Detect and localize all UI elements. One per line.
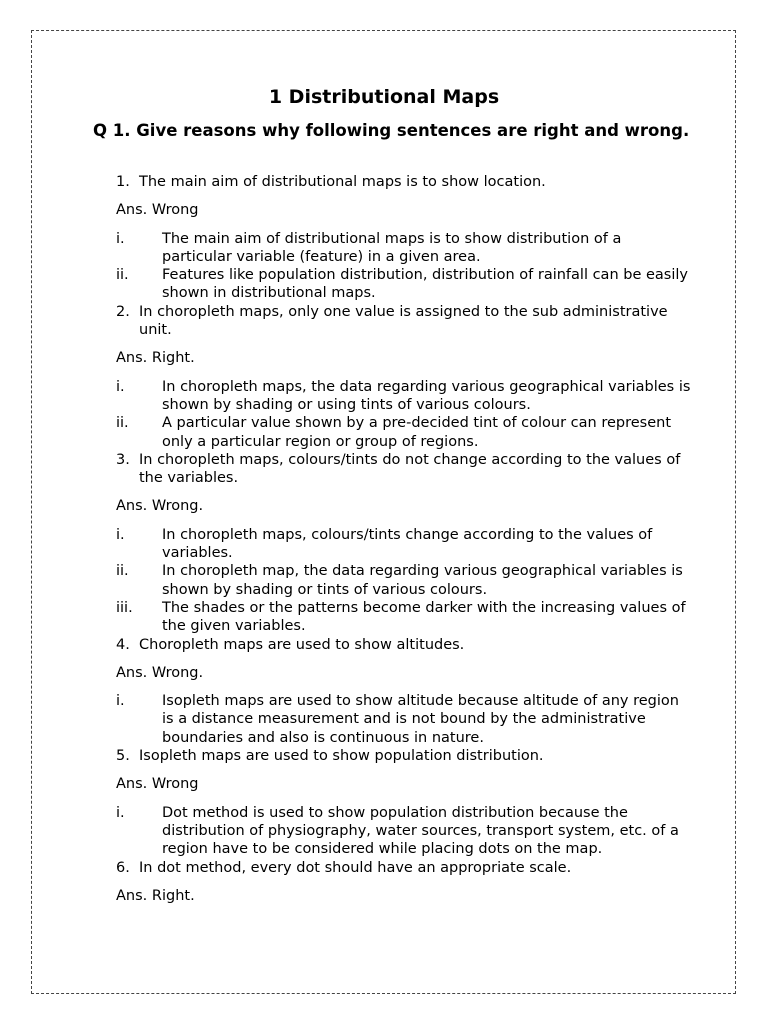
reason-numeral: ii. bbox=[116, 267, 129, 284]
reason-item bbox=[116, 562, 691, 599]
statement-item bbox=[116, 859, 691, 877]
statement-text: The main aim of distributional maps is to show location. bbox=[139, 174, 546, 190]
reason-item bbox=[116, 378, 691, 415]
statement-number: 2. bbox=[116, 303, 130, 320]
reason-numeral: ii. bbox=[116, 563, 129, 580]
reason-numeral: i. bbox=[116, 526, 125, 543]
statement-item bbox=[116, 747, 691, 765]
statement-number: 1. bbox=[116, 174, 130, 190]
reason-text: Features like population distribution, distribution of rainfall can be easily shown in distributional maps. bbox=[162, 267, 688, 302]
statement-item bbox=[116, 303, 691, 340]
reason-item bbox=[116, 266, 691, 303]
reason-item bbox=[116, 692, 691, 747]
reason-text: Dot method is used to show population distribution because the distribution of physiography, water sources, transport system, etc. of a region have to be considered while placing dots on the map. bbox=[162, 804, 679, 858]
answer-label: Ans. Wrong. bbox=[116, 664, 204, 681]
reason-text: The main aim of distributional maps is to show distribution of a particular variable (feature) in a given area. bbox=[162, 230, 622, 265]
reason-item bbox=[116, 804, 691, 859]
reason-item bbox=[116, 526, 691, 563]
statement-text: Isopleth maps are used to show population distribution. bbox=[139, 748, 544, 765]
reason-item bbox=[116, 599, 691, 636]
statement-text: In dot method, every dot should have an appropriate scale. bbox=[139, 859, 572, 876]
statement-text: Choropleth maps are used to show altitudes. bbox=[139, 636, 465, 653]
reason-text: In choropleth maps, colours/tints change according to the values of variables. bbox=[162, 526, 653, 562]
statement-number: 3. bbox=[116, 451, 130, 468]
answer-label: Ans. Wrong bbox=[116, 776, 199, 793]
reason-text: In choropleth map, the data regarding various geographical variables is shown by shading or tints of various colours. bbox=[162, 563, 683, 598]
statement-item bbox=[116, 451, 691, 488]
reason-numeral: ii. bbox=[116, 415, 129, 432]
statement-number: 4. bbox=[116, 636, 130, 653]
reason-numeral: i. bbox=[116, 230, 125, 247]
reason-text: The shades or the patterns become darker with the increasing values of the given variables. bbox=[162, 599, 686, 635]
reason-text: In choropleth maps, the data regarding various geographical variables is shown by shading or using tints of various colours. bbox=[162, 378, 691, 413]
answer-label: Ans. Right. bbox=[116, 887, 195, 904]
statement-number: 6. bbox=[116, 859, 130, 876]
answer-list bbox=[116, 173, 691, 915]
reason-text: Isopleth maps are used to show altitude because altitude of any region is a distance measurement and is not bound by the administrative boundaries and also is continuous in nature. bbox=[162, 693, 679, 746]
reason-numeral: i. bbox=[116, 378, 125, 395]
answer-label: Ans. Right. bbox=[116, 350, 195, 367]
reason-item bbox=[116, 414, 691, 451]
statement-text: In choropleth maps, colours/tints do not change according to the values of the variables. bbox=[139, 451, 681, 487]
reason-item bbox=[116, 230, 691, 267]
reason-text: A particular value shown by a pre-decided tint of colour can represent only a particular region or group of regions. bbox=[162, 415, 672, 450]
question-heading: Q 1. Give reasons why following sentences are right and wrong. bbox=[93, 121, 690, 140]
document-title: 1 Distributional Maps bbox=[268, 86, 500, 108]
answer-label: Ans. Wrong bbox=[116, 202, 199, 219]
reason-numeral: i. bbox=[116, 804, 125, 821]
reason-numeral: i. bbox=[116, 693, 125, 710]
statement-item bbox=[116, 173, 691, 191]
statement-item bbox=[116, 636, 691, 654]
statement-text: In choropleth maps, only one value is assigned to the sub administrative unit. bbox=[139, 303, 668, 339]
answer-label: Ans. Wrong. bbox=[116, 498, 204, 515]
reason-numeral: iii. bbox=[116, 599, 133, 616]
statement-number: 5. bbox=[116, 748, 130, 765]
